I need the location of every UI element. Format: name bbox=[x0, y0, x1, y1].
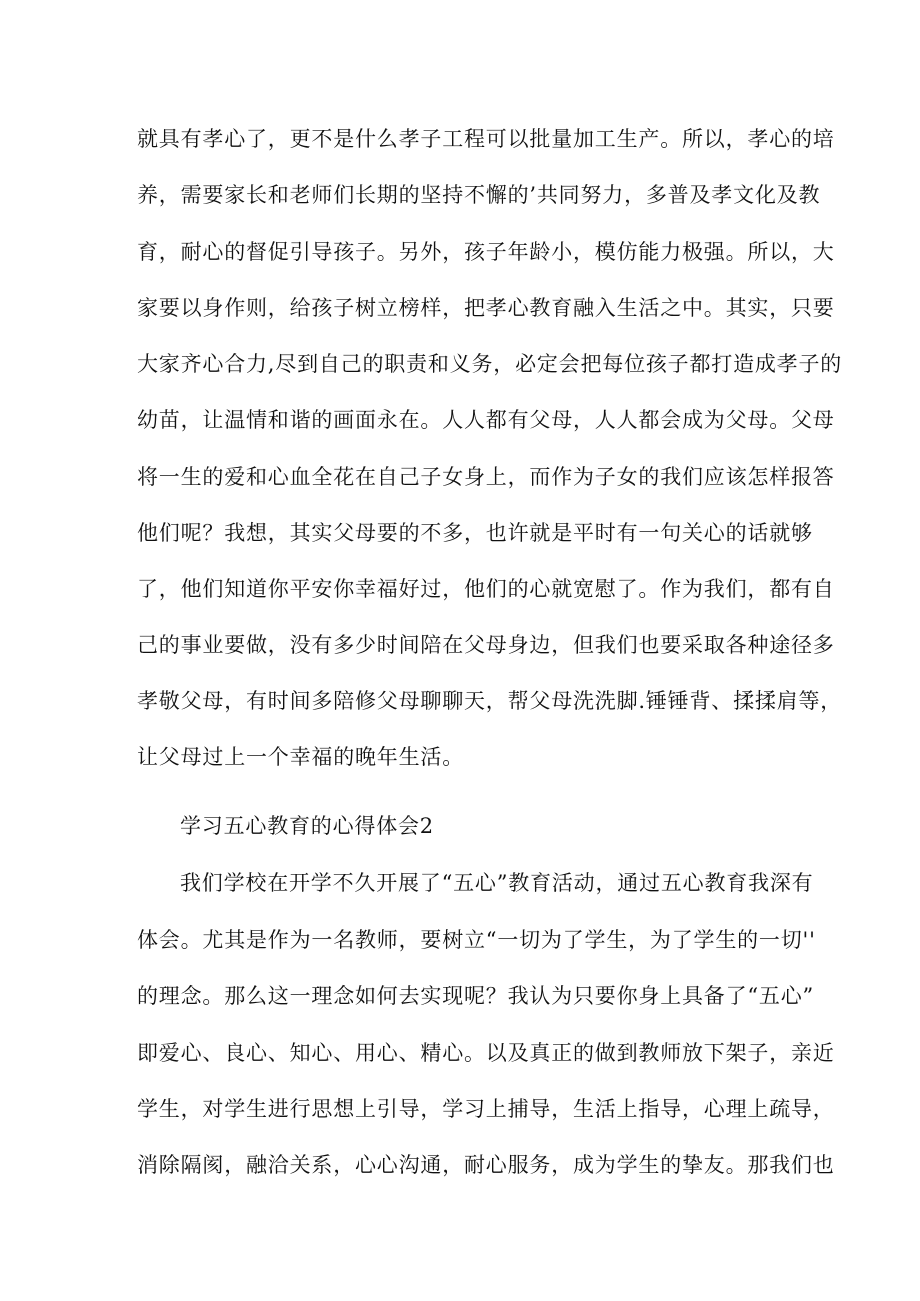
paragraph-line: 学生，对学生进行思想上引导，学习上捕导，生活上指导，心理上疏导， bbox=[137, 1097, 835, 1121]
paragraph-line: 消除隔阂，融洽关系，心心沟通，耐心服务，成为学生的挚友。那我们也 bbox=[137, 1153, 835, 1177]
paragraph-line: 的理念。那么这一理念如何去实现呢？我认为只要你身上具备了“五心” bbox=[137, 984, 815, 1008]
paragraph-line: 体会。尤其是作为一名教师，要树立“一切为了学生，为了学生的一切'' bbox=[137, 928, 816, 952]
paragraph-line: 了，他们知道你平安你幸福好过，他们的心就宽慰了。作为我们，都有自 bbox=[137, 577, 835, 601]
paragraph-line: 他们呢？我想，其实父母要的不多，也许就是平时有一句关心的话就够 bbox=[137, 521, 813, 545]
paragraph-line: 家要以身作则，给孩子树立榜样，把孝心教育融入生活之中。其实，只要 bbox=[137, 296, 835, 320]
paragraph-line: 己的事业要做，没有多少时间陪在父母身边，但我们也要采取各种途径多 bbox=[137, 633, 835, 657]
paragraph-line: 幼苗，让温情和谐的画面永在。人人都有父母，人人都会成为父母。父母 bbox=[137, 408, 835, 432]
paragraph-line: 让父母过上一个幸福的晚年生活。 bbox=[137, 745, 464, 769]
paragraph-line: 将一生的爱和心血全花在自己子女身上，而作为子女的我们应该怎样报答 bbox=[137, 465, 835, 489]
paragraph-line: 大家齐心合力,尽到自己的职责和义务，必定会把每位孩子都打造成孝子的 bbox=[137, 352, 843, 376]
paragraph-line: 即爱心、良心、知心、用心、精心。以及真正的做到教师放下架子，亲近 bbox=[137, 1041, 835, 1065]
paragraph-line: 养，需要家长和老师们长期的坚持不懈的’共同努力，多普及孝文化及教 bbox=[137, 183, 821, 207]
paragraph-line: 育，耐心的督促引导孩子。另外，孩子年龄小，模仿能力极强。所以，大 bbox=[137, 240, 835, 264]
section-title: 学习五心教育的心得体会2 bbox=[180, 814, 434, 838]
paragraph-line: 我们学校在开学不久开展了“五心”教育活动，通过五心教育我深有 bbox=[180, 871, 814, 895]
paragraph-line: 孝敬父母，有时间多陪修父母聊聊天，帮父母洗洗脚.锤锤背、揉揉肩等， bbox=[137, 689, 843, 713]
paragraph-line: 就具有孝心了，更不是什么孝子工程可以批量加工生产。所以，孝心的培 bbox=[137, 127, 835, 151]
